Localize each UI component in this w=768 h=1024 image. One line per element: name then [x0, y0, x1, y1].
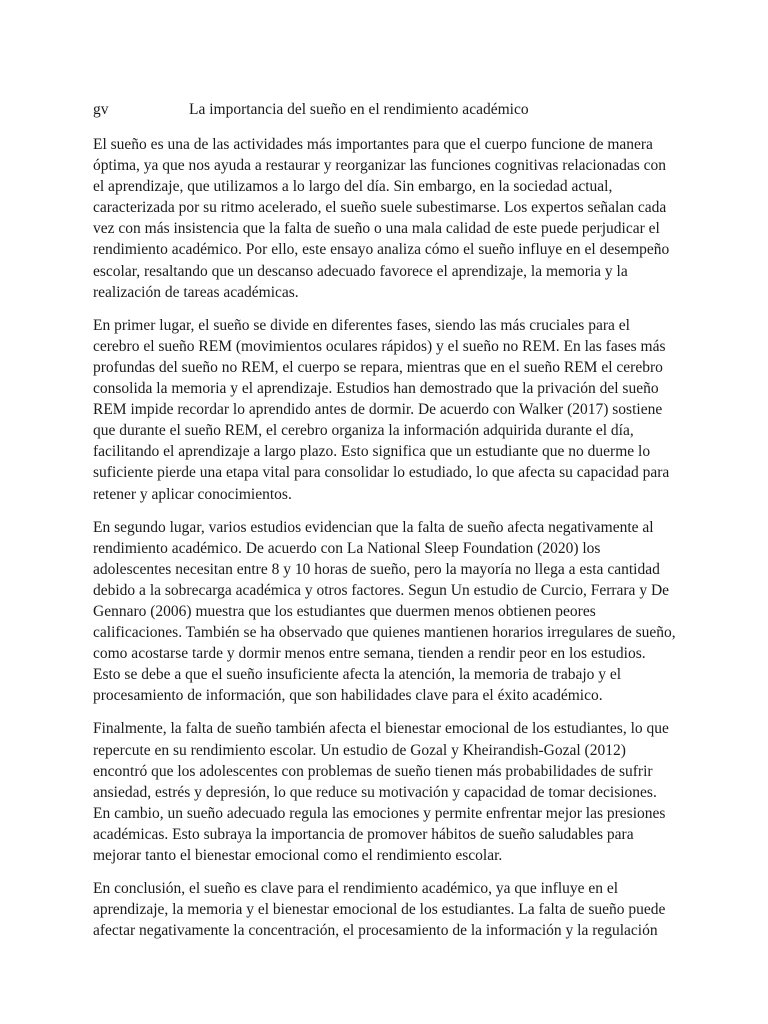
text-line: procesamiento de información, que son habilidades clave para el éxito académico. [93, 687, 603, 705]
text-line: retener y aplicar conocimientos. [93, 485, 292, 503]
text-line: debido a la sobrecarga académica y otros factores. Segun Un estudio de Curcio, Ferrara y De [93, 581, 670, 599]
text-line: cerebro el sueño REM (movimientos oculares rápidos) y el sueño no REM. En las fases más [93, 337, 666, 355]
text-line: escolar, resaltando que un descanso adecuado favorece el aprendizaje, la memoria y la [93, 262, 628, 280]
text-line: En segundo lugar, varios estudios evidencian que la falta de sueño afecta negativamente al [93, 518, 654, 536]
text-line: rendimiento académico. De acuerdo con La National Sleep Foundation (2020) los [93, 539, 601, 557]
text-line: que durante el sueño REM, el cerebro organiza la información adquirida durante el día, [93, 422, 634, 440]
text-line: el aprendizaje, que utilizamos a lo largo del día. Sin embargo, en la sociedad actual, [93, 178, 613, 196]
text-line: calificaciones. También se ha observado que quienes mantienen horarios irregulares de sueño, [93, 624, 676, 642]
paragraph-3 [93, 517, 678, 707]
text-line: ansiedad, estrés y depresión, lo que reduce su motivación y capacidad de tomar decisiones. [93, 783, 657, 801]
text-line: Finalmente, la falta de sueño también afecta el bienestar emocional de los estudiantes, lo que [93, 720, 669, 738]
paragraph-4 [93, 718, 678, 866]
text-line: En cambio, un sueño adecuado regula las emociones y permite enfrentar mejor las presiones [93, 804, 666, 822]
text-line: En primer lugar, el sueño se divide en diferentes fases, siendo las más cruciales para el [93, 316, 630, 334]
text-line: vez con más insistencia que la falta de sueño o una mala calidad de este puede perjudicar el [93, 220, 660, 238]
text-line: mejorar tanto el bienestar emocional como el rendimiento escolar. [93, 847, 503, 864]
text-line: realización de tareas académicas. [93, 283, 299, 301]
text-line: óptima, ya que nos ayuda a restaurar y reorganizar las funciones cognitivas relacionadas con [93, 157, 666, 175]
text-line: como acostarse tarde y dormir menos entre semana, tienden a rendir peor en los estudios. [93, 645, 646, 663]
text-line: aprendizaje, la memoria y el bienestar emocional de los estudiantes. La falta de sueño puede [93, 901, 666, 919]
text-line: encontró que los adolescentes con problemas de sueño tienen más probabilidades de sufrir [93, 762, 653, 780]
document-body [93, 134, 678, 953]
text-line: caracterizada por su ritmo acelerado, el sueño suele subestimarse. Los expertos señalan cada [93, 199, 667, 217]
text-line: facilitando el aprendizaje a largo plazo. Esto significa que un estudiante que no duerme lo [93, 443, 651, 461]
text-line: académicas. Esto subraya la importancia de promover hábitos de sueño saludables para [93, 825, 634, 843]
text-line: profundas del sueño no REM, el cuerpo se repara, mientras que en el sueño REM el cerebro [93, 358, 663, 376]
text-line: rendimiento académico. Por ello, este ensayo analiza cómo el sueño influye en el desempeño [93, 241, 670, 259]
paragraph-5 [93, 878, 678, 941]
text-line: afectar negativamente la concentración, el procesamiento de la información y la regulación [93, 922, 658, 940]
text-line: repercute en su rendimiento escolar. Un estudio de Gozal y Kheirandish-Gozal (2012) [93, 741, 626, 759]
text-line: Esto se debe a que el sueño insuficiente afecta la atención, la memoria de trabajo y el [93, 666, 622, 684]
text-line: En conclusión, el sueño es clave para el rendimiento académico, ya que influye en el [93, 880, 619, 898]
text-line: consolida la memoria y el aprendizaje. Estudios han demostrado que la privación del sueño [93, 380, 659, 398]
author-initials: gv [93, 101, 109, 118]
text-line: El sueño es una de las actividades más importantes para que el cuerpo funcione de manera [93, 136, 653, 153]
paragraph-1 [93, 134, 678, 303]
text-line: suficiente pierde una etapa vital para consolidar lo estudiado, lo que afecta su capacidad para [93, 464, 670, 482]
document-title: La importancia del sueño en el rendimiento académico [189, 101, 529, 118]
text-line: adolescentes necesitan entre 8 y 10 horas de sueño, pero la mayoría no llega a esta cantidad [93, 560, 660, 578]
text-line: REM impide recordar lo aprendido antes de dormir. De acuerdo con Walker (2017) sostiene [93, 401, 663, 419]
paragraph-2 [93, 315, 678, 505]
text-line: Gennaro (2006) muestra que los estudiantes que duermen menos obtienen peores [93, 602, 596, 620]
